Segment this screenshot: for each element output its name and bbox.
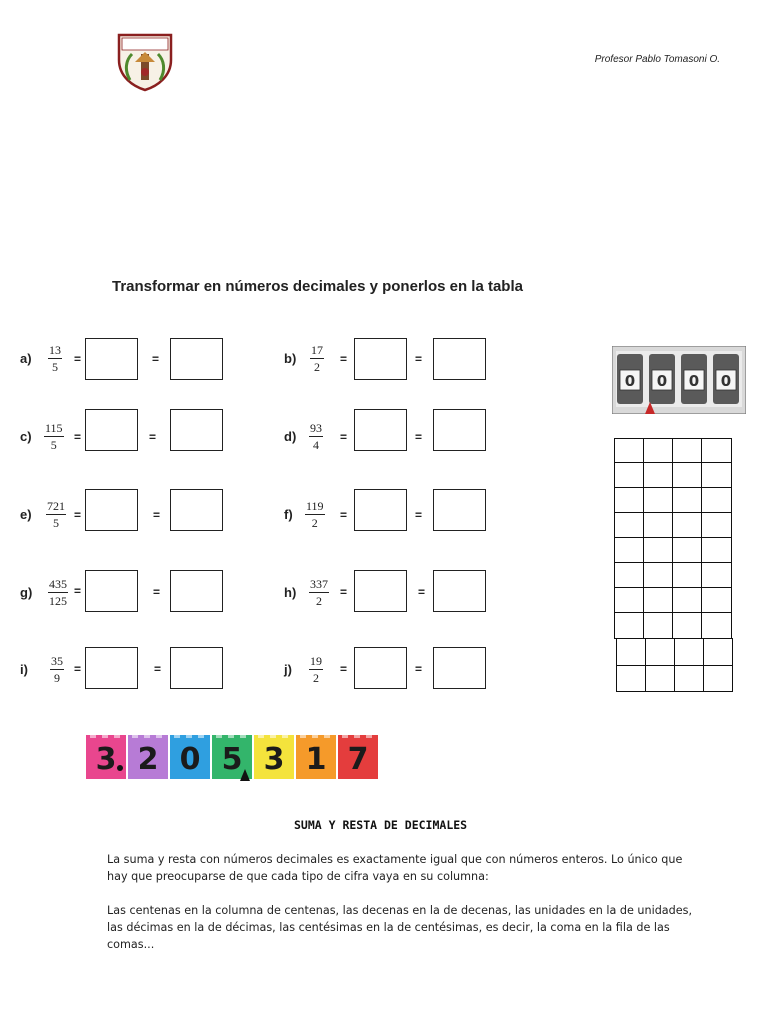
answer-box-d-2[interactable] [433, 409, 486, 451]
answer-box-b-1[interactable] [354, 338, 407, 380]
counter-digit-4: 0 [720, 372, 732, 390]
item-label-a: a) [20, 351, 32, 366]
answer-box-i-1[interactable] [85, 647, 138, 689]
grid-cell[interactable] [701, 462, 732, 488]
strip-digit-7: 7 [347, 742, 369, 777]
counter-digit-2: 0 [656, 372, 668, 390]
grid-cell[interactable] [643, 562, 673, 588]
decimal-digit-strip [86, 733, 382, 781]
strip-digit-4: 5 [221, 742, 243, 777]
grid-cell[interactable] [614, 562, 644, 588]
fraction-a: $\frac{13}{5}$ [49, 343, 61, 374]
grid-cell[interactable] [672, 537, 702, 563]
grid-cell[interactable] [643, 612, 673, 639]
item-label-b: b) [284, 351, 297, 366]
counter-digit-1: 0 [624, 372, 636, 390]
grid-cell[interactable] [645, 638, 675, 666]
grid-cell[interactable] [614, 438, 644, 463]
grid-cell[interactable] [616, 638, 646, 666]
fraction-f: $\frac{119}{2}$ [306, 499, 324, 530]
grid-cell[interactable] [614, 512, 644, 538]
item-label-i: i) [20, 662, 28, 677]
grid-cell[interactable] [614, 537, 644, 563]
grid-cell[interactable] [614, 612, 644, 639]
grid-cell[interactable] [674, 638, 704, 666]
strip-digit-5: 3 [263, 742, 285, 777]
item-label-f: f) [284, 507, 293, 522]
strip-digit-2: 2 [137, 742, 159, 777]
decimal-point-dot [117, 765, 123, 771]
answer-box-e-1[interactable] [85, 489, 138, 531]
grid-cell[interactable] [643, 462, 673, 488]
fraction-b: $\frac{17}{2}$ [311, 343, 323, 374]
grid-cell[interactable] [672, 587, 702, 613]
item-label-j: j) [284, 662, 292, 677]
answer-box-b-2[interactable] [433, 338, 486, 380]
answer-box-f-2[interactable] [433, 489, 486, 531]
strip-digit-6: 1 [305, 742, 327, 777]
grid-cell[interactable] [645, 665, 675, 692]
grid-cell[interactable] [701, 487, 732, 513]
grid-cell[interactable] [643, 512, 673, 538]
grid-cell[interactable] [674, 665, 704, 692]
grid-cell[interactable] [701, 537, 732, 563]
grid-cell[interactable] [701, 612, 732, 639]
item-label-c: c) [20, 429, 32, 444]
answer-box-h-1[interactable] [354, 570, 407, 612]
grid-cell[interactable] [643, 537, 673, 563]
grid-cell[interactable] [701, 512, 732, 538]
answer-box-g-2[interactable] [170, 570, 223, 612]
answer-box-a-2[interactable] [170, 338, 223, 380]
answer-box-c-1[interactable] [85, 409, 138, 451]
grid-cell[interactable] [701, 562, 732, 588]
grid-cell[interactable] [643, 487, 673, 513]
item-label-d: d) [284, 429, 297, 444]
grid-cell[interactable] [701, 438, 732, 463]
grid-cell[interactable] [616, 665, 646, 692]
grid-cell[interactable] [672, 487, 702, 513]
grid-cell[interactable] [614, 487, 644, 513]
grid-cell[interactable] [672, 512, 702, 538]
grid-cell[interactable] [703, 638, 733, 666]
answer-box-h-2[interactable] [433, 570, 486, 612]
strip-digit-3: 0 [179, 742, 201, 777]
grid-cell[interactable] [614, 587, 644, 613]
answer-box-i-2[interactable] [170, 647, 223, 689]
answer-box-a-1[interactable] [85, 338, 138, 380]
answer-box-j-1[interactable] [354, 647, 407, 689]
fraction-g: $\frac{435}{125}$ [49, 577, 67, 608]
grid-cell[interactable] [672, 562, 702, 588]
strip-digit-1: 3 [95, 742, 117, 777]
grid-cell[interactable] [643, 587, 673, 613]
section-title: SUMA Y RESTA DE DECIMALES [294, 818, 468, 832]
answer-box-g-1[interactable] [85, 570, 138, 612]
fraction-h: $\frac{337}{2}$ [310, 577, 328, 608]
fraction-d: $\frac{93}{4}$ [310, 421, 322, 452]
grid-cell[interactable] [701, 587, 732, 613]
exercise-title: Transformar en números decimales y ponerlos en la tabla [112, 278, 523, 295]
fraction-i: $\frac{35}{9}$ [51, 654, 63, 685]
answer-box-j-2[interactable] [433, 647, 486, 689]
grid-cell[interactable] [614, 462, 644, 488]
paragraph-columns: Las centenas en la columna de centenas, las decenas en la de decenas, las unidades en la de unidades, las décimas en la de décimas, las centésimas en la de centésimas, es decir, la coma en la fila de las comas... [107, 904, 693, 951]
counter-digit-3: 0 [688, 372, 700, 390]
grid-cell[interactable] [672, 612, 702, 639]
answer-box-c-2[interactable] [170, 409, 223, 451]
item-label-h: h) [284, 585, 297, 600]
paragraph-intro: La suma y resta con números decimales es exactamente igual que con números enteros. Lo único que hay que preocuparse de que cada tipo de cifra vaya en su columna: [107, 853, 683, 883]
grid-cell[interactable] [703, 665, 733, 692]
school-crest-logo [116, 32, 174, 92]
fraction-c: $\frac{115}{5}$ [45, 421, 63, 452]
digit-counter-illustration [612, 346, 746, 414]
answer-box-f-1[interactable] [354, 489, 407, 531]
fraction-e: $\frac{721}{5}$ [47, 499, 65, 530]
teacher-name: Profesor Pablo Tomasoni O. [594, 54, 720, 65]
answer-box-d-1[interactable] [354, 409, 407, 451]
grid-cell[interactable] [672, 462, 702, 488]
fraction-j: $\frac{19}{2}$ [310, 654, 322, 685]
item-label-g: g) [20, 585, 33, 600]
grid-cell[interactable] [643, 438, 673, 463]
place-value-grid [614, 438, 734, 692]
item-label-e: e) [20, 507, 32, 522]
grid-cell[interactable] [672, 438, 702, 463]
answer-box-e-2[interactable] [170, 489, 223, 531]
